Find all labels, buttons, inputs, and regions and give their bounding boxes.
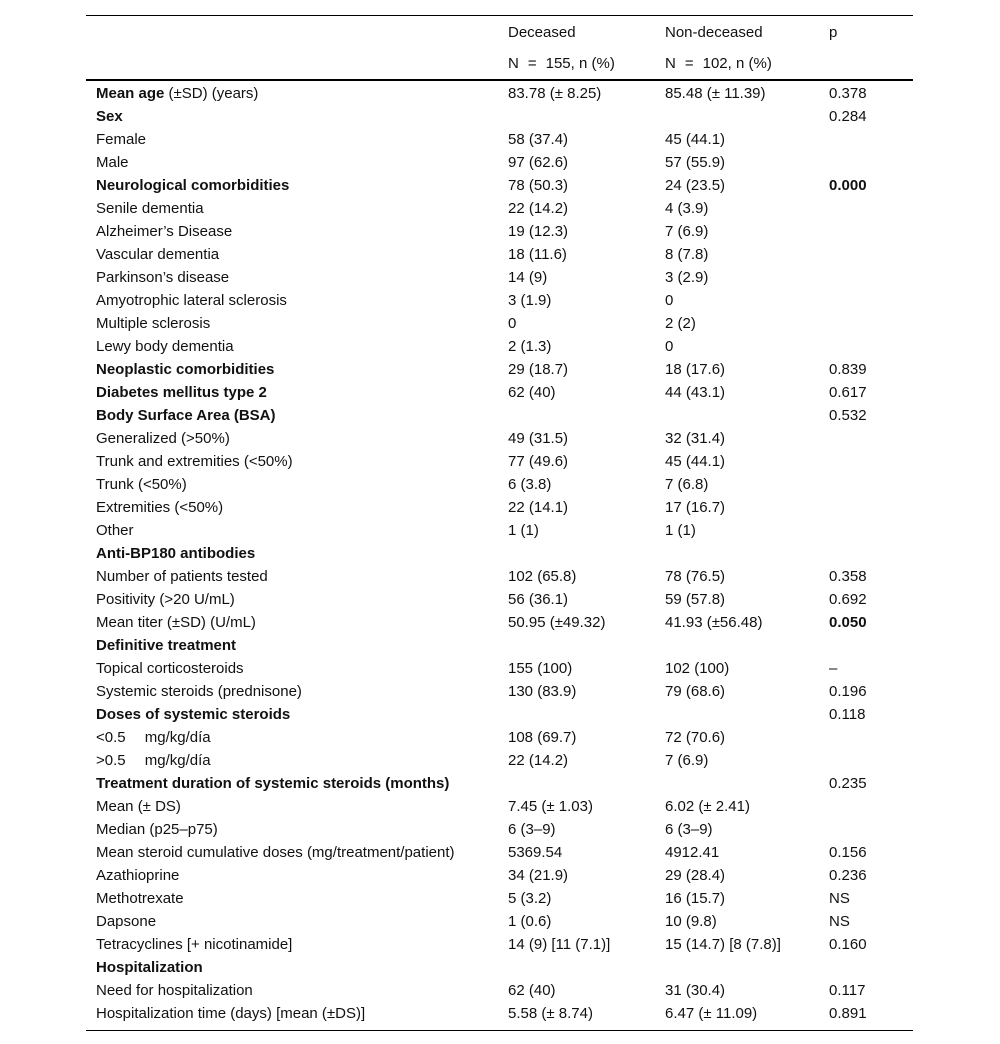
row-label-bold: Diabetes mellitus type 2 (96, 384, 267, 401)
cell-deceased: 77 (49.6) (508, 453, 569, 470)
cell-p (829, 795, 913, 818)
cell-deceased (508, 105, 665, 128)
table-row (86, 128, 913, 151)
cell-deceased: 78 (50.3) (508, 177, 569, 194)
cell-nondeceased: 3 (2.9) (665, 269, 709, 286)
cell-nondeceased (665, 105, 829, 128)
table-row (86, 588, 913, 611)
table-row (86, 979, 913, 1002)
row-label (86, 151, 508, 174)
header-empty-cell (829, 48, 913, 79)
cell-p (829, 473, 913, 496)
cell-p: 0.692 (829, 591, 867, 608)
cell-deceased: 83.78 (± 8.25) (508, 85, 602, 102)
cell-deceased: 22 (14.1) (508, 499, 569, 516)
cell-deceased: 50.95 (±49.32) (508, 614, 606, 631)
header-n-deceased: N = 155, n (%) (508, 55, 615, 72)
row-label (86, 105, 508, 128)
cell-p: 0.235 (829, 775, 867, 792)
cell-nondeceased: 18 (17.6) (665, 361, 726, 378)
row-label (86, 450, 508, 473)
cell-nondeceased: 15 (14.7) [8 (7.8)] (665, 936, 781, 953)
row-label (86, 381, 508, 404)
cell-p (829, 174, 913, 197)
header-deceased: Deceased (508, 24, 576, 41)
row-label-text: >0.5 mg/kg/día (96, 752, 211, 769)
row-label (86, 473, 508, 496)
cell-nondeceased: 2 (2) (665, 315, 696, 332)
cell-nondeceased: 10 (9.8) (665, 913, 717, 930)
cell-nondeceased: 17 (16.7) (665, 499, 726, 516)
cell-deceased: 0 (508, 315, 517, 332)
cell-p (829, 266, 913, 289)
cell-nondeceased: 7 (6.9) (665, 752, 709, 769)
cell-nondeceased (665, 542, 829, 565)
row-label (86, 427, 508, 450)
row-label-text: Male (96, 154, 129, 171)
cell-nondeceased: 1 (1) (665, 522, 696, 539)
row-label-text: Need for hospitalization (96, 982, 253, 999)
row-label (86, 266, 508, 289)
row-label (86, 979, 508, 1002)
cell-nondeceased: 4912.41 (665, 844, 720, 861)
table-row (86, 910, 913, 933)
cell-p: 0.358 (829, 568, 867, 585)
cell-p: 0.118 (829, 706, 866, 723)
cell-deceased: 29 (18.7) (508, 361, 569, 378)
header-n-nondeceased: N = 102, n (%) (665, 55, 772, 72)
row-label-bold: Body Surface Area (BSA) (96, 407, 276, 424)
row-label (86, 956, 508, 979)
cell-deceased: 5 (3.2) (508, 890, 552, 907)
cell-p-bold: 0.000 (829, 177, 867, 194)
cell-p (829, 496, 913, 519)
cell-deceased (508, 772, 665, 795)
row-label-text: Vascular dementia (96, 246, 220, 263)
cell-nondeceased: 0 (665, 338, 674, 355)
row-label (86, 289, 508, 312)
cell-nondeceased: 41.93 (±56.48) (665, 614, 763, 631)
cell-deceased: 56 (36.1) (508, 591, 569, 608)
row-label (86, 611, 508, 634)
cell-nondeceased: 45 (44.1) (665, 131, 726, 148)
cell-p: 0.156 (829, 844, 867, 861)
cell-deceased: 108 (69.7) (508, 729, 577, 746)
row-label-bold: Anti-BP180 antibodies (96, 545, 256, 562)
cell-deceased: 7.45 (± 1.03) (508, 798, 593, 815)
cell-p (829, 634, 913, 657)
row-label-text: Methotrexate (96, 890, 184, 907)
row-label (86, 795, 508, 818)
row-label-bold: Neoplastic comorbidities (96, 361, 275, 378)
cell-p: NS (829, 890, 850, 907)
cell-deceased: 14 (9) [11 (7.1)] (508, 936, 611, 953)
cell-deceased: 14 (9) (508, 269, 548, 286)
table-top-rule (86, 15, 913, 16)
cell-nondeceased: 7 (6.9) (665, 223, 709, 240)
cell-deceased: 5369.54 (508, 844, 563, 861)
header-empty-cell (86, 17, 508, 48)
cell-p: 0.117 (829, 982, 866, 999)
cell-nondeceased: 45 (44.1) (665, 453, 726, 470)
table-row (86, 358, 913, 381)
row-label-text: Senile dementia (96, 200, 204, 217)
cell-nondeceased: 72 (70.6) (665, 729, 726, 746)
cell-nondeceased (665, 404, 829, 427)
cell-p: 0.891 (829, 1005, 867, 1022)
table-row (86, 795, 913, 818)
cell-nondeceased: 79 (68.6) (665, 683, 726, 700)
table-row (86, 956, 913, 979)
row-label (86, 404, 508, 427)
row-label (86, 1002, 508, 1025)
cell-p (829, 312, 913, 335)
row-label-text: Median (p25–p75) (96, 821, 218, 838)
header-nondeceased: Non-deceased (665, 24, 763, 41)
cell-nondeceased: 32 (31.4) (665, 430, 726, 447)
cell-deceased (508, 956, 665, 979)
row-label (86, 772, 508, 795)
cell-nondeceased: 0 (665, 292, 674, 309)
cell-p (829, 450, 913, 473)
row-label (86, 174, 508, 197)
cell-nondeceased: 8 (7.8) (665, 246, 709, 263)
cell-nondeceased: 85.48 (± 11.39) (665, 85, 766, 102)
row-label (86, 243, 508, 266)
cell-deceased: 6 (3.8) (508, 476, 552, 493)
row-label (86, 887, 508, 910)
row-label-bold: Mean age (96, 85, 165, 102)
row-label-text: (±SD) (years) (164, 85, 259, 102)
table-row (86, 174, 913, 197)
cell-deceased: 58 (37.4) (508, 131, 569, 148)
cell-nondeceased: 24 (23.5) (665, 177, 726, 194)
table-row (86, 542, 913, 565)
row-label-text: Mean titer (±SD) (U/mL) (96, 614, 256, 631)
table-row (86, 335, 913, 358)
row-label-text: Multiple sclerosis (96, 315, 211, 332)
table-body (86, 81, 913, 1030)
row-label-bold: Definitive treatment (96, 637, 237, 654)
row-label-text: Dapsone (96, 913, 157, 930)
table-row (86, 841, 913, 864)
row-label (86, 565, 508, 588)
cell-deceased: 18 (11.6) (508, 246, 567, 263)
table-row (86, 197, 913, 220)
cell-nondeceased: 44 (43.1) (665, 384, 726, 401)
row-label-text: Tetracyclines [+ nicotinamide] (96, 936, 293, 953)
cell-p: 0.236 (829, 867, 867, 884)
cell-nondeceased: 102 (100) (665, 660, 730, 677)
cell-p (829, 726, 913, 749)
row-label-text: Alzheimer’s Disease (96, 223, 233, 240)
row-label-text: Amyotrophic lateral sclerosis (96, 292, 287, 309)
table-row (86, 634, 913, 657)
table-row (86, 151, 913, 174)
cell-p: 0.160 (829, 936, 867, 953)
row-label (86, 542, 508, 565)
table-row (86, 726, 913, 749)
row-label (86, 519, 508, 542)
row-label (86, 680, 508, 703)
cell-nondeceased: 29 (28.4) (665, 867, 726, 884)
cell-deceased: 62 (40) (508, 982, 556, 999)
table-row (86, 312, 913, 335)
table-row (86, 496, 913, 519)
cell-nondeceased: 59 (57.8) (665, 591, 726, 608)
row-label-text: Number of patients tested (96, 568, 268, 585)
cell-deceased: 34 (21.9) (508, 867, 569, 884)
cell-p: 0.617 (829, 384, 867, 401)
cell-p (829, 151, 913, 174)
table-row (86, 450, 913, 473)
row-label (86, 841, 508, 864)
row-label-text: Positivity (>20 U/mL) (96, 591, 235, 608)
row-label (86, 588, 508, 611)
row-label-text: Trunk and extremities (<50%) (96, 453, 293, 470)
row-label (86, 496, 508, 519)
cell-nondeceased: 6.47 (± 11.09) (665, 1005, 758, 1022)
row-label (86, 197, 508, 220)
table-row (86, 611, 913, 634)
cell-p (829, 335, 913, 358)
row-label-text: <0.5 mg/kg/día (96, 729, 211, 746)
table-row (86, 82, 913, 105)
row-label-text: Mean steroid cumulative doses (mg/treatment/patient) (96, 844, 455, 861)
table-row (86, 404, 913, 427)
row-label-text: Topical corticosteroids (96, 660, 244, 677)
row-label (86, 220, 508, 243)
row-label-text: Lewy body dementia (96, 338, 234, 355)
cell-p: 0.284 (829, 108, 867, 125)
cell-deceased: 19 (12.3) (508, 223, 569, 240)
table-row (86, 933, 913, 956)
cell-p (829, 818, 913, 841)
table-bottom-rule (86, 1030, 913, 1031)
row-label (86, 864, 508, 887)
table-row (86, 818, 913, 841)
cell-p (829, 542, 913, 565)
cell-p (829, 427, 913, 450)
cell-deceased (508, 542, 665, 565)
table-row (86, 243, 913, 266)
cell-p: 0.378 (829, 85, 867, 102)
table-row (86, 427, 913, 450)
header-empty-cell (86, 48, 508, 79)
cell-deceased: 62 (40) (508, 384, 556, 401)
row-label-text: Parkinson’s disease (96, 269, 230, 286)
cell-p (829, 197, 913, 220)
row-label (86, 82, 508, 105)
row-label-bold: Neurological comorbidities (96, 177, 290, 194)
cell-p (829, 128, 913, 151)
header-row-groups (86, 17, 913, 48)
header-row-counts (86, 48, 913, 79)
cell-nondeceased: 4 (3.9) (665, 200, 709, 217)
cell-deceased (508, 404, 665, 427)
cell-nondeceased (665, 956, 829, 979)
table-row (86, 657, 913, 680)
row-label-text: Hospitalization time (days) [mean (±DS)] (96, 1005, 366, 1022)
table-row (86, 680, 913, 703)
cell-p (829, 220, 913, 243)
row-label-text: Systemic steroids (prednisone) (96, 683, 302, 700)
row-label-text: Generalized (>50%) (96, 430, 230, 447)
cell-p (829, 519, 913, 542)
table-row (86, 565, 913, 588)
row-label (86, 312, 508, 335)
cell-p (829, 243, 913, 266)
cell-p: 0.196 (829, 683, 867, 700)
row-label (86, 358, 508, 381)
row-label (86, 335, 508, 358)
row-label (86, 726, 508, 749)
table-row (86, 473, 913, 496)
table-row (86, 220, 913, 243)
cell-deceased (508, 703, 665, 726)
cell-deceased: 5.58 (± 8.74) (508, 1005, 593, 1022)
table-row (86, 289, 913, 312)
cell-deceased: 130 (83.9) (508, 683, 577, 700)
table-row (86, 266, 913, 289)
row-label-text: Female (96, 131, 147, 148)
cell-nondeceased: 6.02 (± 2.41) (665, 798, 750, 815)
table-row (86, 105, 913, 128)
cell-p (829, 956, 913, 979)
row-label-text: Azathioprine (96, 867, 180, 884)
cell-deceased: 6 (3–9) (508, 821, 556, 838)
cell-deceased: 1 (1) (508, 522, 539, 539)
cell-deceased (508, 634, 665, 657)
cell-deceased: 2 (1.3) (508, 338, 552, 355)
row-label-text: Other (96, 522, 134, 539)
cell-deceased: 49 (31.5) (508, 430, 569, 447)
cell-nondeceased: 7 (6.8) (665, 476, 709, 493)
row-label-text: Mean (± DS) (96, 798, 181, 815)
row-label (86, 818, 508, 841)
cell-nondeceased (665, 634, 829, 657)
cell-p: 0.839 (829, 361, 867, 378)
cell-p-bold: 0.050 (829, 614, 867, 631)
cell-nondeceased: 16 (15.7) (665, 890, 726, 907)
row-label (86, 703, 508, 726)
row-label-text: Trunk (<50%) (96, 476, 187, 493)
row-label-bold: Sex (96, 108, 123, 125)
table-row (86, 864, 913, 887)
cell-nondeceased: 78 (76.5) (665, 568, 726, 585)
cell-p (829, 611, 913, 634)
cell-nondeceased (665, 772, 829, 795)
row-label (86, 933, 508, 956)
row-label-bold: Doses of systemic steroids (96, 706, 291, 723)
row-label (86, 634, 508, 657)
table-row (86, 1002, 913, 1025)
cell-p (829, 749, 913, 772)
row-label (86, 910, 508, 933)
row-label-bold: Hospitalization (96, 959, 203, 976)
row-label (86, 657, 508, 680)
cell-p (829, 289, 913, 312)
table-row (86, 749, 913, 772)
table-row (86, 703, 913, 726)
data-table (86, 15, 913, 1031)
cell-deceased: 22 (14.2) (508, 200, 569, 217)
cell-nondeceased: 57 (55.9) (665, 154, 726, 171)
table-row (86, 887, 913, 910)
table-row (86, 381, 913, 404)
table-row (86, 519, 913, 542)
cell-deceased: 97 (62.6) (508, 154, 569, 171)
cell-deceased: 3 (1.9) (508, 292, 552, 309)
cell-p: NS (829, 913, 850, 930)
row-label-text: Extremities (<50%) (96, 499, 224, 516)
cell-deceased: 1 (0.6) (508, 913, 552, 930)
cell-nondeceased: 31 (30.4) (665, 982, 726, 999)
cell-deceased: 155 (100) (508, 660, 573, 677)
row-label-bold: Treatment duration of systemic steroids (months) (96, 775, 450, 792)
cell-deceased: 22 (14.2) (508, 752, 569, 769)
row-label (86, 128, 508, 151)
header-p: p (829, 24, 838, 41)
cell-nondeceased (665, 703, 829, 726)
cell-deceased: 102 (65.8) (508, 568, 577, 585)
table-row (86, 772, 913, 795)
cell-p: – (829, 660, 838, 677)
cell-nondeceased: 6 (3–9) (665, 821, 713, 838)
cell-p: 0.532 (829, 407, 867, 424)
row-label (86, 749, 508, 772)
